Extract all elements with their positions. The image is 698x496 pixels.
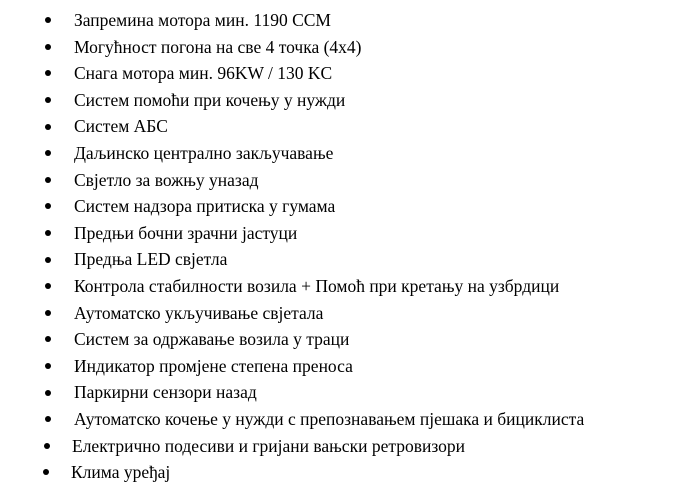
list-item — [0, 60, 698, 87]
list-item — [0, 220, 698, 247]
bullet-icon — [44, 443, 50, 449]
bullet-icon — [43, 469, 49, 475]
list-item-text: Снага мотора мин. 96KW / 130 KC — [74, 63, 333, 84]
list-item — [0, 193, 698, 220]
bullet-icon — [45, 363, 51, 369]
bullet-icon — [45, 177, 51, 183]
list-item — [0, 167, 698, 194]
bullet-icon — [45, 150, 51, 156]
bullet-icon — [45, 70, 51, 76]
bullet-icon — [45, 283, 51, 289]
list-item — [0, 459, 698, 486]
list-item-text: Аутоматско кочење у нужди с препознавањем пјешака и бициклиста — [74, 408, 585, 429]
list-item — [0, 7, 698, 34]
list-item-text: Контрола стабилности возила + Помоћ при кретању на узбрдици — [74, 275, 560, 296]
bullet-icon — [45, 310, 51, 316]
bullet-icon — [45, 203, 51, 209]
feature-list — [0, 7, 698, 486]
list-item-text: Паркирни сензори назад — [74, 382, 257, 403]
list-item-text: Систем помоћи при кочењу у нужди — [74, 89, 346, 110]
list-item — [0, 34, 698, 61]
list-item — [0, 406, 698, 433]
list-item — [0, 113, 698, 140]
list-item — [0, 246, 698, 273]
list-item-text: Свјетло за вожњу уназад — [74, 169, 259, 190]
list-item-text: Клима уређај — [71, 462, 171, 483]
list-item — [0, 140, 698, 167]
list-item-text: Индикатор промјене степена преноса — [74, 355, 353, 376]
list-item-text: Аутоматско укључивање свјетала — [74, 302, 324, 323]
list-item-text: Систем АБС — [74, 116, 168, 137]
list-item-text: Запремина мотора мин. 1190 CCM — [74, 10, 331, 30]
list-item — [0, 87, 698, 114]
list-item-text: Систем за одржавање возила у траци — [74, 329, 350, 350]
bullet-icon — [45, 97, 51, 103]
list-item — [0, 433, 698, 460]
bullet-icon — [45, 124, 51, 130]
list-item-text: Систем надзора притиска у гумама — [74, 196, 336, 217]
list-item — [0, 300, 698, 327]
list-item — [0, 273, 698, 300]
list-item-text: Могућност погона на све 4 точка (4x4) — [74, 36, 362, 57]
list-item — [0, 379, 698, 406]
list-item — [0, 326, 698, 353]
list-item-text: Електрично подесиви и гријани вањски ретровизори — [72, 435, 465, 456]
list-item-text: Даљинско централно закључавање — [74, 142, 334, 163]
bullet-icon — [45, 44, 51, 50]
bullet-icon — [45, 17, 51, 23]
bullet-icon — [45, 257, 51, 263]
bullet-icon — [45, 416, 51, 422]
bullet-icon — [45, 230, 51, 236]
bullet-icon — [45, 336, 51, 342]
list-item — [0, 353, 698, 380]
list-item-text: Предњи бочни зрачни јастуци — [74, 222, 298, 243]
bullet-icon — [45, 390, 51, 396]
list-item-text: Предња LED свјетла — [74, 249, 228, 270]
